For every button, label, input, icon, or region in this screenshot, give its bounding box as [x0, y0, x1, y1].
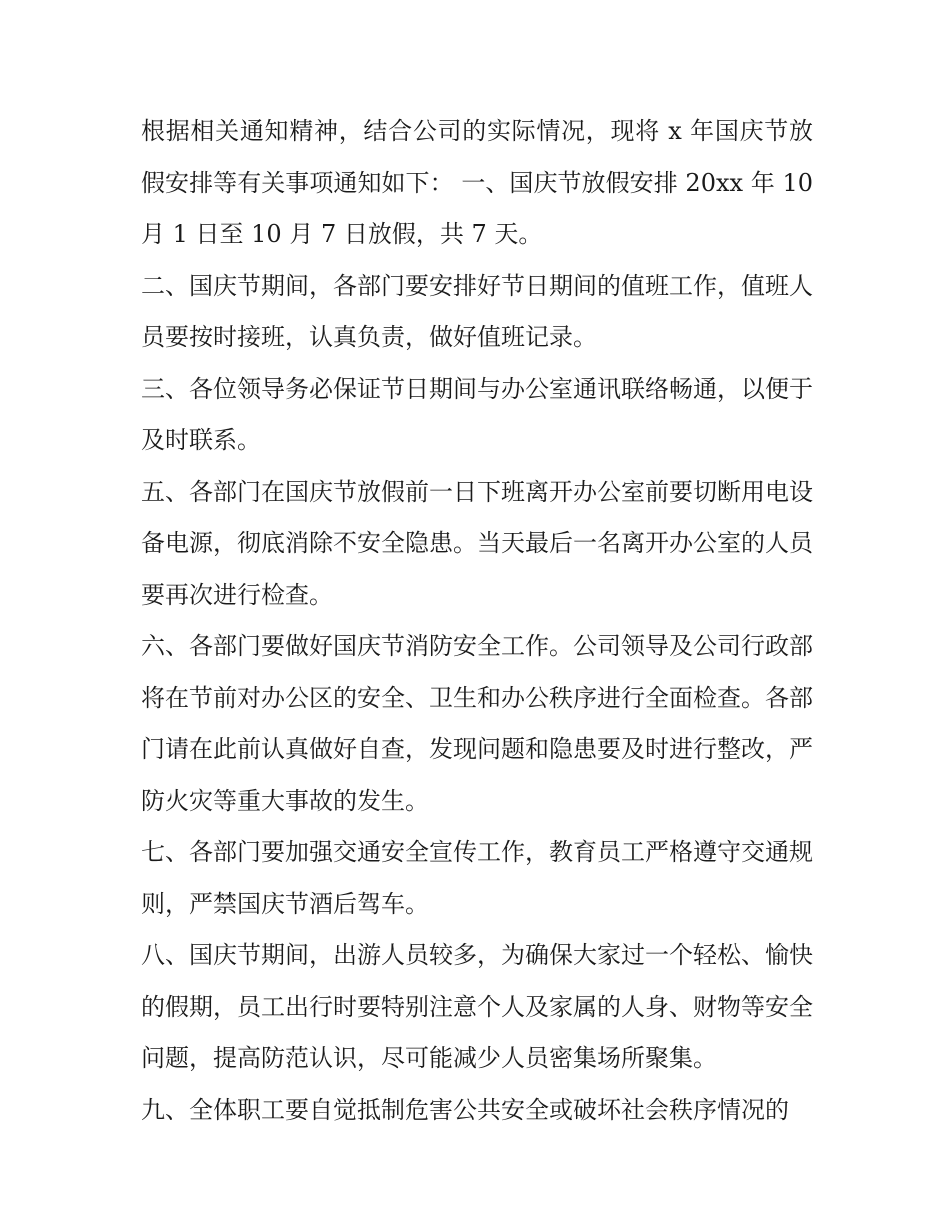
paragraph-item-5: 五、各部门在国庆节放假前一日下班离开办公室前要切断用电设备电源，彻底消除不安全隐患。当天最后一名离开办公室的人员要再次进行检查。	[141, 477, 813, 609]
paragraph-item-8: 八、国庆节期间，出游人员较多，为确保大家过一个轻松、愉快的假期，员工出行时要特别注意个人及家属的人身、财物等安全问题，提高防范认识，尽可能减少人员密集场所聚集。	[141, 941, 813, 1072]
paragraph-item-7: 七、各部门要加强交通安全宣传工作，教育员工严格遵守交通规则，严禁国庆节酒后驾车。	[141, 838, 813, 918]
paragraph-item-3: 三、各位领导务必保证节日期间与办公室通讯联络畅通，以便于及时联系。	[141, 374, 813, 454]
document-body	[141, 106, 813, 1136]
paragraph-item-9: 九、全体职工要自觉抵制危害公共安全或破坏社会秩序情况的	[141, 1095, 789, 1124]
paragraph-item-6: 六、各部门要做好国庆节消防安全工作。公司领导及公司行政部将在节前对办公区的安全、卫生和办公秩序进行全面检查。各部门请在此前认真做好自查，发现问题和隐患要及时进行整改，严防火灾等重大事故的发生。	[141, 632, 813, 815]
paragraph-intro: 根据相关通知精神，结合公司的实际情况，现将 x 年国庆节放假安排等有关事项通知如下： 一、国庆节放假安排 20xx 年 10 月 1 日至 10 月 7 日放假，共 7 天。	[141, 117, 813, 248]
paragraph-item-2: 二、国庆节期间，各部门要安排好节日期间的值班工作，值班人员要按时接班，认真负责，做好值班记录。	[141, 271, 813, 351]
